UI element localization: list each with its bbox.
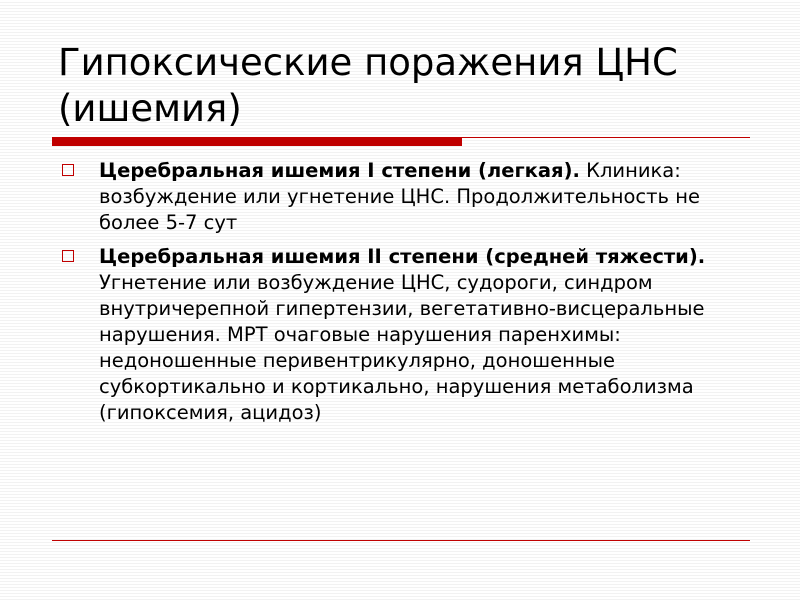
slide-title [58, 40, 758, 132]
slide-title-line-2: (ишемия) [58, 87, 242, 130]
hollow-square-bullet-icon [62, 164, 74, 176]
footer-divider [52, 540, 750, 541]
hollow-square-bullet-icon [62, 250, 74, 262]
title-accent-bar [52, 138, 462, 146]
bullet-list [60, 158, 760, 426]
bullet-text: Угнетение или возбуждение ЦНС, судороги, синдром внутричерепной гипертензии, вегетативно-висцеральные нарушения. МРТ очаговые нарушения паренхимы: недоношенные перивентрикулярно, доношенные субкортикально и кортикально, нарушения метаболизма (гипоксемия, ацидоз) [99, 271, 705, 424]
bullet-item-moderate-ischemia [60, 244, 760, 426]
slide-body [60, 158, 760, 434]
bullet-text: Клиника: возбуждение или угнетение ЦНС. Продолжительность не более 5-7 сут [99, 159, 700, 234]
slide-title-line-1: Гипоксические поражения ЦНС [58, 41, 678, 84]
bullet-heading: Церебральная ишемия II степени (средней тяжести). [99, 245, 706, 268]
bullet-item-mild-ischemia [60, 158, 760, 236]
bullet-heading: Церебральная ишемия I степени (легкая). [99, 159, 580, 182]
